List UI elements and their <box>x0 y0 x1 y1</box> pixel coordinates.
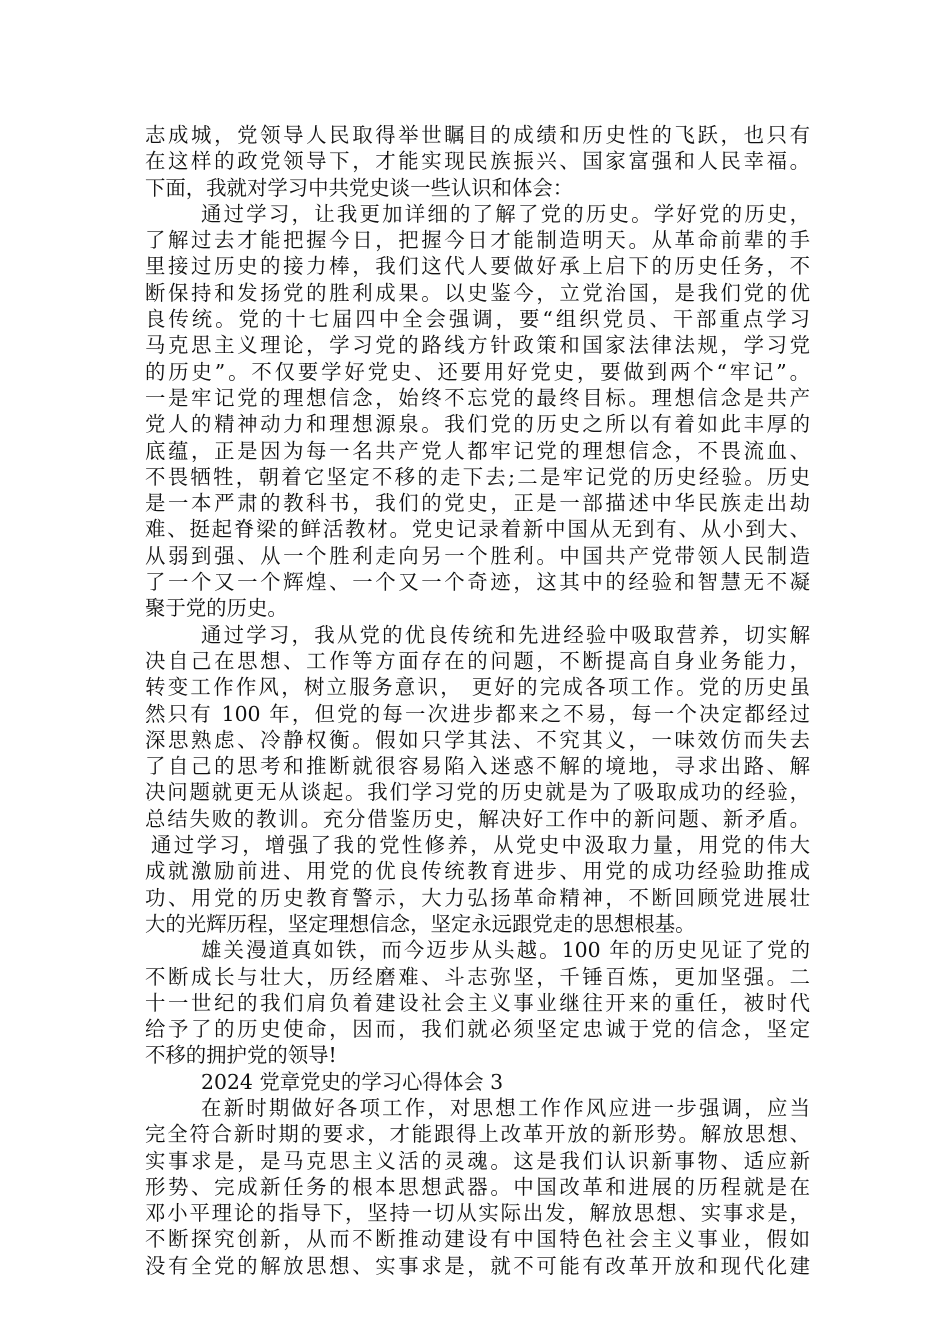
text-line: 总结失败的教训。充分借鉴历史，解决好工作中的新问题、新矛盾。 <box>145 806 810 831</box>
text-line: 马克思主义理论，学习党的路线方针政策和国家法律法规，学习党 <box>145 333 810 358</box>
text-line: 一是牢记党的理想信念，始终不忘党的最终目标。理想信念是共产 <box>145 385 810 410</box>
text-line: 给予了的历史使命，因而，我们就必须坚定忠诚于党的信念，坚定 <box>145 1017 810 1042</box>
text-line: 雄关漫道真如铁，而今迈步从头越。100 年的历史见证了党的 <box>201 938 810 963</box>
text-line: 决自己在思想、工作等方面存在的问题，不断提高自身业务能力， <box>145 648 810 673</box>
text-line: 聚于党的历史。 <box>145 596 288 621</box>
text-line: 在这样的政党领导下，才能实现民族振兴、国家富强和人民幸福。 <box>145 149 810 174</box>
text-line: 完全符合新时期的要求，才能跟得上改革开放的新形势。解放思想、 <box>145 1122 810 1147</box>
text-line: 2024 党章党史的学习心得体会 3 <box>201 1069 504 1094</box>
text-line: 底蕴，正是因为每一名共产党人都牢记党的理想信念，不畏流血、 <box>145 438 810 463</box>
text-line: 在新时期做好各项工作，对思想工作作风应进一步强调，应当 <box>201 1095 810 1120</box>
text-line: 里接过历史的接力棒，我们这代人要做好承上启下的历史任务，不 <box>145 254 810 279</box>
document-page <box>145 122 810 1279</box>
text-line: 通过学习，让我更加详细的了解了党的历史。学好党的历史， <box>201 201 810 226</box>
text-line: 十一世纪的我们肩负着建设社会主义事业继往开来的重任，被时代 <box>145 990 810 1015</box>
text-line: 转变工作作风，树立服务意识， 更好的完成各项工作。党的历史虽 <box>145 675 810 700</box>
text-line: 通过学习，增强了我的党性修养，从党史中汲取力量，用党的伟大 <box>151 833 810 858</box>
text-line: 决问题就更无从谈起。我们学习党的历史就是为了吸取成功的经验， <box>145 780 810 805</box>
text-line: 了自己的思考和推断就很容易陷入迷惑不解的境地，寻求出路、解 <box>145 754 810 779</box>
text-line: 良传统。党的十七届四中全会强调，要“组织党员、干部重点学习 <box>145 307 810 332</box>
text-line: 断保持和发扬党的胜利成果。以史鉴今，立党治国，是我们党的优 <box>145 280 810 305</box>
text-line: 不断探究创新，从而不断推动建设有中国特色社会主义事业，假如 <box>145 1227 810 1252</box>
text-line: 志成城，党领导人民取得举世瞩目的成绩和历史性的飞跃，也只有 <box>145 123 810 147</box>
text-line: 党人的精神动力和理想源泉。我们党的历史之所以有着如此丰厚的 <box>145 412 810 437</box>
text-line: 邓小平理论的指导下，坚持一切从实际出发，解放思想、实事求是， <box>145 1201 810 1226</box>
text-line: 从弱到强、从一个胜利走向另一个胜利。中国共产党带领人民制造 <box>145 543 810 568</box>
text-line: 形势、完成新任务的根本思想武器。中国改革和进展的历程就是在 <box>145 1174 810 1199</box>
text-line: 了解过去才能把握今日，把握今日才能制造明天。从革命前辈的手 <box>145 228 810 253</box>
text-line: 没有全党的解放思想、实事求是，就不可能有改革开放和现代化建 <box>145 1253 810 1278</box>
text-line: 下面，我就对学习中共党史谈一些认识和体会： <box>145 175 574 200</box>
text-line: 了一个又一个辉煌、一个又一个奇迹，这其中的经验和智慧无不凝 <box>145 570 810 595</box>
text-line: 是一本严肃的教科书，我们的党史，正是一部描述中华民族走出劫 <box>145 491 810 516</box>
text-line: 深思熟虑、冷静权衡。假如只学其法、不究其义，一味效仿而失去 <box>145 727 810 752</box>
text-line: 难、挺起脊梁的鲜活教材。党史记录着新中国从无到有、从小到大、 <box>145 517 810 542</box>
text-line: 不移的拥护党的领导! <box>145 1043 337 1068</box>
text-line: 然只有 100 年，但党的每一次进步都来之不易，每一个决定都经过 <box>145 701 810 726</box>
text-line: 通过学习，我从党的优良传统和先进经验中吸取营养，切实解 <box>201 622 810 647</box>
text-line: 不畏牺牲，朝着它坚定不移的走下去;二是牢记党的历史经验。历史 <box>145 464 810 489</box>
text-line: 的历史”。不仅要学好党史、还要用好党史，要做到两个“牢记”。 <box>145 359 810 384</box>
text-line: 大的光辉历程，坚定理想信念，坚定永远跟党走的思想根基。 <box>145 911 696 936</box>
text-line: 实事求是，是马克思主义活的灵魂。这是我们认识新事物、适应新 <box>145 1148 810 1173</box>
text-line: 功、用党的历史教育警示，大力弘扬革命精神，不断回顾党进展壮 <box>145 885 810 910</box>
text-line: 不断成长与壮大，历经磨难、斗志弥坚，千锤百炼，更加坚强。二 <box>145 964 810 989</box>
text-line: 成就激励前进、用党的优良传统教育进步、用党的成功经验助推成 <box>145 859 810 884</box>
